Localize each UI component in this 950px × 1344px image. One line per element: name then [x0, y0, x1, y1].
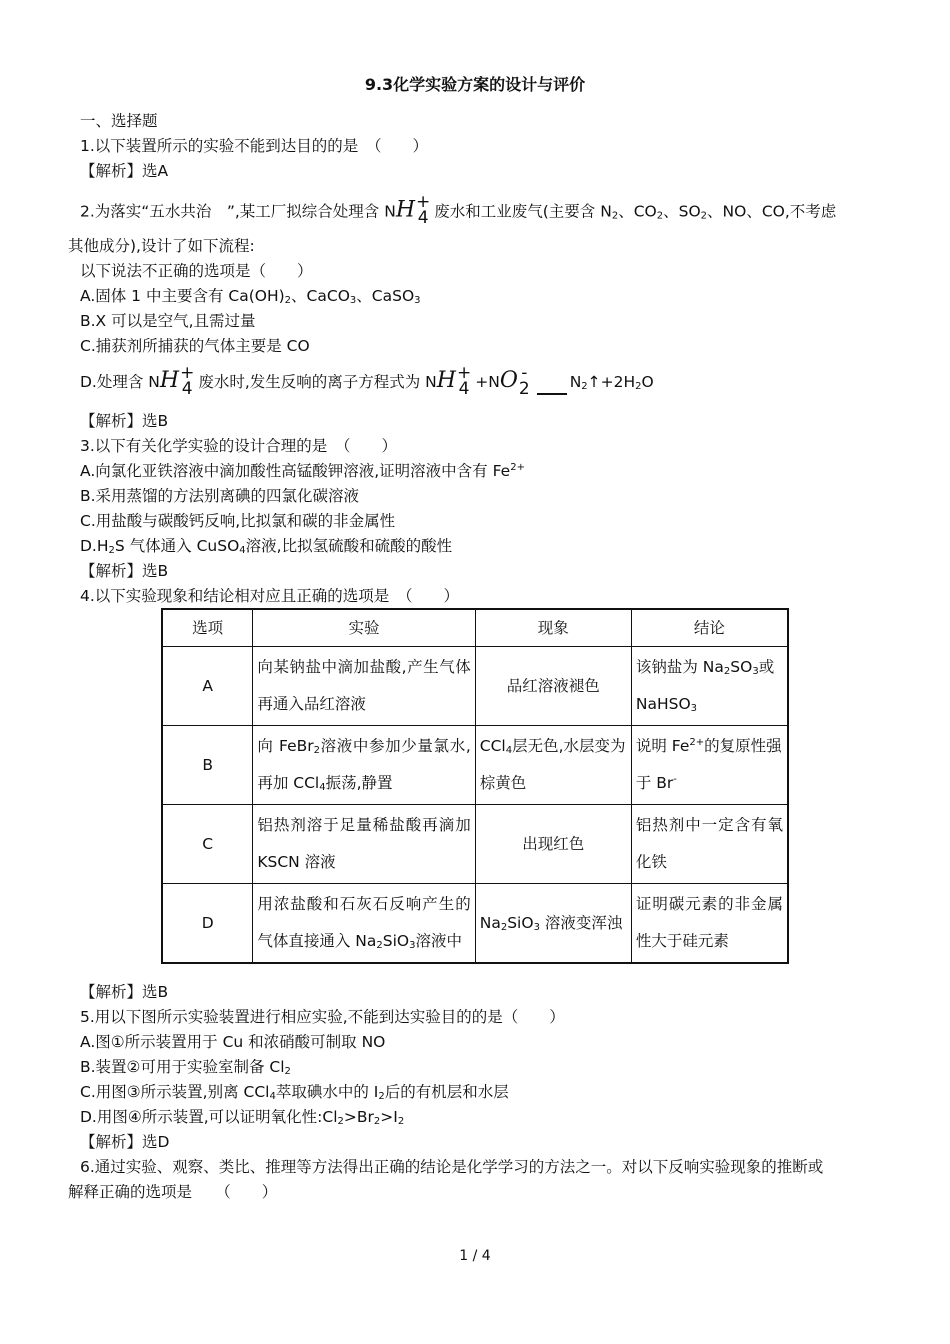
- row-b-experiment-text: 溶液中参加少量氯水,再加 CCl: [257, 737, 471, 792]
- q5-option-a: A.图①所示装置用于 Cu 和浓硝酸可制取 NO: [80, 1033, 386, 1051]
- q3-option-d: $D.H_2S$ 气体通入 CuSO$_4$溶液,比拟氢硫酸和硫酸的酸性: [80, 537, 453, 556]
- q5-option-b: B.装置②可用于实验室制备 $Cl_2$: [80, 1058, 291, 1077]
- table-row: [162, 726, 788, 805]
- q2-option-c: C.捕获剂所捕获的气体主要是 CO: [80, 337, 310, 355]
- q3-option-a-text: A.向氯化亚铁溶液中滴加酸性高锰酸钾溶液,证明溶液中含有 Fe: [80, 462, 511, 480]
- q3-option-d-text: 溶液,比拟氢硫酸和硫酸的酸性: [245, 537, 453, 555]
- row-b-experiment-text: 向 FeBr: [257, 737, 314, 755]
- row-b-experiment-text: 振荡,静置: [325, 774, 393, 792]
- q5-option-c-text: 萃取碘水中的 I: [275, 1083, 379, 1101]
- row-d-experiment-text: 溶液中: [415, 932, 462, 950]
- section-heading: 一、选择题: [80, 112, 158, 130]
- row-c-phenomenon: 出现红色: [475, 805, 631, 884]
- row-b-phenomenon-text: 层无色,水层变为棕黄色: [479, 737, 626, 792]
- header-conclusion: 结论: [631, 609, 788, 647]
- row-a-conclusion-text: SO: [730, 658, 753, 676]
- row-d-experiment-text: 用浓盐酸和石灰石反响产生的气体直接通入 Na: [257, 895, 471, 950]
- row-d-phenomenon-text: SiO: [507, 913, 534, 932]
- header-phenomenon: 现象: [475, 609, 631, 647]
- table-row: [162, 805, 788, 884]
- q1-analysis: 【解析】选A: [80, 162, 169, 180]
- q2-option-b: B.X 可以是空气,且需过量: [80, 312, 256, 330]
- row-c-option: C: [162, 805, 253, 884]
- q2-option-d-text: 废水时,发生反响的离子方程式为 N: [198, 373, 437, 391]
- row-d-option: D: [162, 884, 253, 964]
- row-d-experiment-text: SiO: [382, 932, 410, 950]
- q5-analysis: 【解析】选D: [80, 1133, 170, 1151]
- q5-option-c-text: C.用图③所示装置,别离 CCl: [80, 1083, 270, 1101]
- q2-option-a-text: A.固体 1 中主要含有 Ca(OH): [80, 287, 285, 305]
- q3-option-b: B.采用蒸馏的方法别离碘的四氯化碳溶液: [80, 487, 360, 505]
- row-b-experiment: 向 FeBr$_2$溶液中参加少量氯水,再加 CCl$_4$振荡,静置: [253, 726, 475, 805]
- q3-stem: 3.以下有关化学实验的设计合理的是 （ ）: [80, 437, 398, 455]
- page-title: 9.3化学实验方案的设计与评价: [364, 75, 586, 94]
- row-a-conclusion: 该钠盐为 $Na_2SO_3$或 NaHSO$_3$: [631, 647, 788, 726]
- q3-option-a: A.向氯化亚铁溶液中滴加酸性高锰酸钾溶液,证明溶液中含有 $Fe^{2+}$: [80, 462, 525, 480]
- row-b-conclusion-text: 的复原性强于 Br: [635, 737, 782, 792]
- row-a-experiment: 向某钠盐中滴加盐酸,产生气体再通入品红溶液: [253, 647, 475, 726]
- row-d-phenomenon-text: 溶液变浑浊: [544, 913, 623, 932]
- q4-table: [161, 608, 789, 964]
- row-c-conclusion: 铝热剂中一定含有氧化铁: [631, 805, 788, 884]
- q2-text-part: 废水和工业废气(主要含 N: [434, 202, 612, 221]
- q2-option-a-text: 、CaCO: [291, 287, 350, 305]
- q5-option-d: D.用图④所示装置,可以证明氧化性$:Cl_2>Br_2>I_2$: [80, 1108, 405, 1127]
- row-b-conclusion-text: 说明 Fe: [635, 737, 690, 755]
- row-b-conclusion: 说明 $Fe^{2+}$的复原性强于 Br-: [631, 726, 788, 805]
- page-number: 1 / 4: [459, 1248, 491, 1264]
- q2-option-d-text: D.处理含 N: [80, 373, 160, 391]
- q2-line2: 其他成分),设计了如下流程:: [68, 237, 255, 255]
- q6-line2: 解释正确的选项是 （ ）: [68, 1183, 278, 1201]
- q1-stem: 1.以下装置所示的实验不能到达目的的是 （ ）: [80, 137, 429, 155]
- q3-option-d-text: D.H: [80, 537, 109, 555]
- table-row: [162, 647, 788, 726]
- row-a-phenomenon: 品红溶液褪色: [475, 647, 631, 726]
- row-d-conclusion: 证明碳元素的非金属性大于硅元素: [631, 884, 788, 964]
- q2-option-a: A.固体 1 中主要含有 $Ca(OH)_2$、CaCO$_3$、CaSO$_3$: [80, 287, 421, 306]
- q5-stem: 5.用以下图所示实验装置进行相应实验,不能到达实验目的的是（ ）: [80, 1008, 565, 1026]
- q2-stem: 以下说法不正确的选项是（ ）: [80, 262, 313, 280]
- row-d-phenomenon: $Na_2SiO_3$ 溶液变浑浊: [475, 884, 631, 964]
- q2-option-d-text: ↑+2H: [587, 373, 636, 391]
- q3-analysis: 【解析】选B: [80, 562, 169, 580]
- q5-option-d-text: >I: [380, 1108, 398, 1126]
- header-experiment: 实验: [253, 609, 475, 647]
- row-a-conclusion-text: 或 NaHSO: [635, 658, 775, 713]
- row-b-phenomenon-text: CCl: [479, 737, 506, 755]
- q5-option-c-text: 后的有机层和水层: [384, 1083, 509, 1101]
- q4-analysis: 【解析】选B: [80, 983, 169, 1001]
- row-c-experiment: 铝热剂溶于足量稀盐酸再滴加 KSCN 溶液: [253, 805, 475, 884]
- row-b-option: B: [162, 726, 253, 805]
- q2-text-part: 、CO: [618, 202, 657, 221]
- row-d-experiment: 用浓盐酸和石灰石反响产生的气体直接通入 $Na_2SiO_3$溶液中: [253, 884, 475, 964]
- table-row: [162, 884, 788, 964]
- row-a-conclusion-text: 该钠盐为 Na: [635, 658, 724, 676]
- q3-option-c: C.用盐酸与碳酸钙反响,比拟氯和碳的非金属性: [80, 512, 396, 530]
- q2-text-part: 、NO、CO,不考虑: [707, 202, 837, 221]
- q2-analysis: 【解析】选B: [80, 412, 169, 430]
- q2-option-d: D.处理含 NH + 4 废水时,发生反响的离子方程式为 NH + 4 +NO - 2 $N_2↑+2H_2O$: [80, 362, 654, 399]
- q4-stem: 4.以下实验现象和结论相对应且正确的选项是 （ ）: [80, 587, 460, 605]
- q2-option-d-text: +N: [475, 373, 500, 391]
- table-header-row: [162, 609, 788, 647]
- q2-option-d-text: N: [569, 373, 582, 391]
- q2-text-part: 2.为落实“五水共治 ”,某工厂拟综合处理含 N: [80, 202, 396, 221]
- row-a-option: A: [162, 647, 253, 726]
- q2-text-part: 、SO: [663, 202, 701, 221]
- q6-line1: 6.通过实验、观察、类比、推理等方法得出正确的结论是化学学习的方法之一。对以下反响实验现象的推断或: [80, 1158, 824, 1176]
- q3-option-d-text: S 气体通入 CuSO: [114, 537, 240, 555]
- q5-option-b-text: B.装置②可用于实验室制备 Cl: [80, 1058, 285, 1076]
- q2-option-d-text: O: [641, 373, 654, 391]
- q2-line1: 2.为落实“五水共治 ”,某工厂拟综合处理含 NH + 4 废水和工业废气(主要含 $N_2$、$CO_2$、$SO_2$、NO、CO,不考虑: [80, 192, 837, 228]
- header-option: 选项: [162, 609, 253, 647]
- row-b-phenomenon: CCl$_4$层无色,水层变为棕黄色: [475, 726, 631, 805]
- q5-option-c: C.用图③所示装置,别离 CCl$_4$萃取碘水中的 $I_2$后的有机层和水层: [80, 1083, 509, 1102]
- q2-option-a-text: 、CaSO: [356, 287, 415, 305]
- q5-option-d-text: D.用图④所示装置,可以证明氧化性:Cl: [80, 1108, 338, 1126]
- q5-option-d-text: >Br: [343, 1108, 374, 1126]
- equation-equals-line: [537, 393, 567, 395]
- row-d-phenomenon-text: Na: [479, 913, 501, 932]
